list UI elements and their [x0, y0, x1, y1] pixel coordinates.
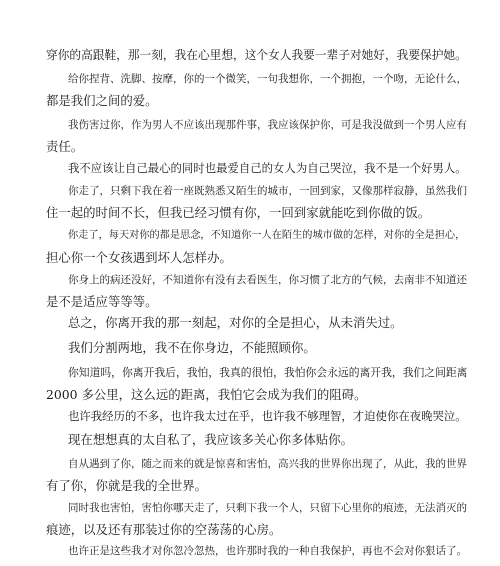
text-line: 责任。 — [46, 139, 84, 154]
text-line: 穿你的高跟鞋，那一刻，我在心里想，这个女人我要一辈子对她好，我要保护她。 — [46, 48, 467, 62]
paragraph — [46, 225, 468, 269]
text-line: 有了你，你就是我的全世界。 — [46, 478, 208, 493]
text-line: 住一起的时间不长，但我已经习惯有你，一回到家就能吃到你做的饭。 — [46, 205, 431, 220]
paragraph — [46, 44, 468, 66]
text-line: 我伤害过你，作为男人不应该出现那件事，我应该保护你，可是我没做到一个男人应有 — [68, 119, 467, 131]
text-line: 也许正是这些我才对你忽冷忽热，也许那时我的一种自我保护，再也不会对你狠话了。 — [68, 545, 467, 557]
text-line: 自从遇到了你，随之而来的就是惊喜和害怕，高兴我的世界你出现了，从此，我的世界 — [68, 458, 467, 470]
paragraph — [46, 269, 468, 313]
text-line: 你走了，只剩下我在着一座既熟悉又陌生的城市，一回到家，又像那样寂静，虽然我们 — [68, 185, 467, 197]
text-line: 也许我经历的不多，也许我太过在乎，也许我不够理智，才迫使你在夜晚哭泣。 — [68, 409, 467, 423]
text-line: 你知道吗，你离开我后，我怕，我真的很怕，我怕你会永远的离开我，我们之间距离 — [68, 366, 468, 379]
text-line: 给你捏背、洗脚、按摩，你的一个微笑，一句我想你，一个拥抱，一个吻，无论什么， — [68, 73, 467, 85]
paragraph — [46, 180, 468, 224]
text-line: 痕迹，以及还有那装过你的空荡荡的心房。 — [46, 522, 282, 537]
text-line: 同时我也害怕，害怕你哪天走了，只剩下我一个人，只留下心里你的痕迹，无法消灭的 — [68, 502, 467, 514]
paragraph — [46, 497, 468, 541]
text-line: 都是我们之间的爱。 — [46, 93, 158, 108]
paragraph — [46, 114, 468, 158]
text-line: 是不是适应等等等。 — [46, 294, 158, 309]
paragraph — [46, 362, 468, 406]
text-line: 担心你一个女孩遇到坏人怎样办。 — [46, 250, 232, 265]
paragraph — [46, 453, 468, 497]
paragraph — [46, 157, 468, 179]
paragraph — [46, 337, 468, 359]
text-line: 你走了，每天对你的都是思念，不知道你一人在陌生的城市做的怎样，对你的全是担心， — [68, 230, 466, 241]
paragraph — [46, 312, 468, 334]
text-line: 你身上的病还没好，不知道你有没有去看医生，你习惯了北方的气候，去南非不知道还 — [68, 274, 467, 286]
text-line: 我们分割两地，我不在你身边，不能照顾你。 — [68, 340, 316, 355]
text-line: 现在想想真的太自私了，我应该多关心你多体贴你。 — [68, 432, 353, 447]
text-line: 我不应该让自己最心的同时也最爱自己的女人为自己哭泣，我不是一个好男人。 — [68, 161, 467, 175]
text-line: 总之，你离开我的那一刻起，对你的全是担心，从未消失过。 — [68, 315, 403, 330]
paragraph — [46, 68, 468, 112]
paragraph — [46, 429, 468, 451]
text-line: 2000 多公里，这么远的距离，我怕它会成为我们的阻碍。 — [46, 387, 367, 402]
paragraph — [46, 405, 468, 427]
paragraph — [46, 540, 468, 562]
